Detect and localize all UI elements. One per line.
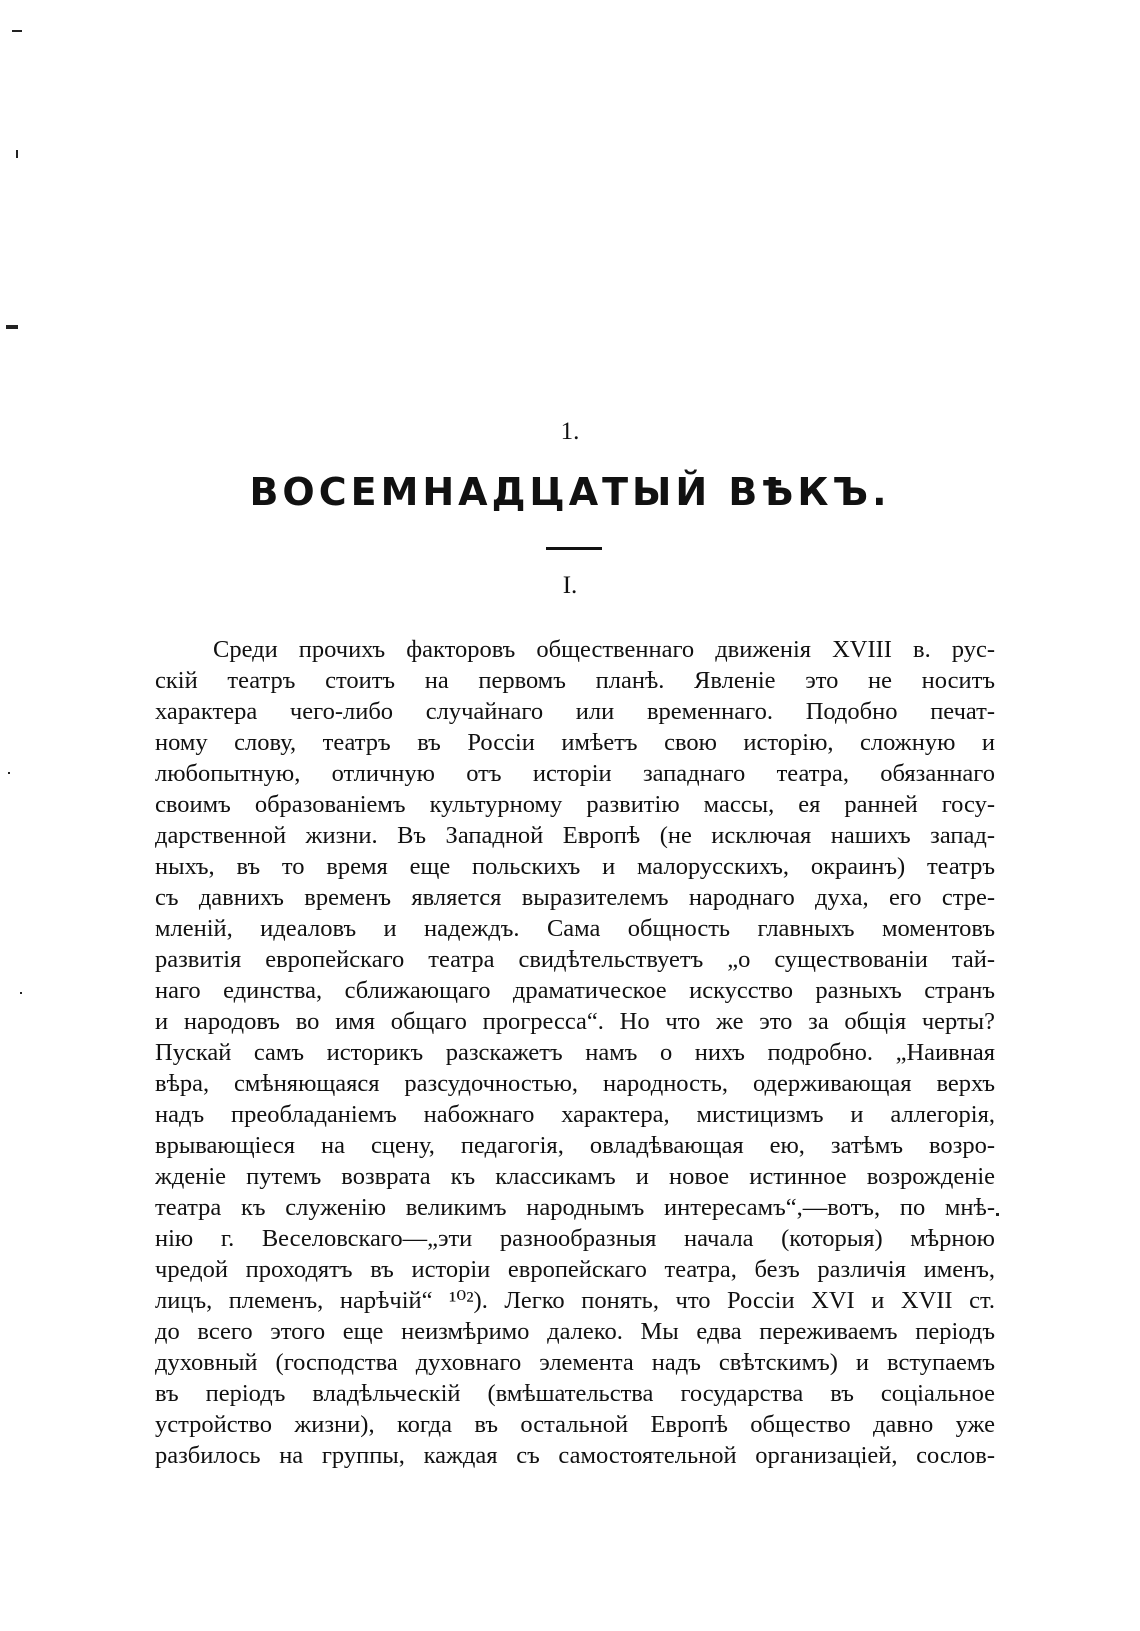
text-line: врывающіеся на сцену, педагогія, овладѣвающая ею, затѣмъ возро- [155,1132,995,1159]
text-line: чредой проходятъ въ исторіи европейскаго театра, безъ различія именъ, [155,1256,995,1283]
text-line: своимъ образованіемъ культурному развитію массы, ея ранней госу- [155,791,995,818]
chapter-number: 1. [560,418,580,445]
text-line: дарственной жизни. Въ Западной Европѣ (не исключая нашихъ запад- [155,822,995,849]
text-line: характера чего-либо случайнаго или временнаго. Подобно печат- [155,698,995,725]
text-line: и народовъ во имя общаго прогресса“. Но что же это за общія черты? [155,1008,995,1035]
text-line: любопытную, отличную отъ исторіи западнаго театра, обязаннаго [155,760,995,787]
text-line: надъ преобладаніемъ набожнаго характера, мистицизмъ и аллегорія, [155,1101,995,1128]
scan-mark-small [16,150,18,158]
text-line: до всего этого еще неизмѣримо далеко. Мы едва переживаемъ періодъ [155,1318,995,1345]
text-line: мленій, идеаловъ и надеждъ. Сама общность главныхъ моментовъ [155,915,995,942]
text-line: лицъ, племенъ, нарѣчій“ ¹⁰²). Легко понять, что Россіи XVI и XVII ст. [155,1287,995,1314]
text-line: скій театръ стоитъ на первомъ планѣ. Явленіе это не носитъ [155,667,995,694]
text-line: нію г. Веселовскаго—„эти разнообразныя начала (которыя) мѣрною [155,1225,995,1252]
text-line: развитія европейскаго театра свидѣтельствуетъ „о существованіи тай- [155,946,995,973]
text-line: духовный (господства духовнаго элемента надъ свѣтскимъ) и вступаемъ [155,1349,995,1376]
scan-mark-arrow [6,325,18,329]
scan-mark-dot [8,772,10,774]
chapter-title: ВОСЕМНАДЦАТЫЙ ВѢКЪ. [249,470,891,514]
text-line: съ давнихъ временъ является выразителемъ народнаго духа, его стре- [155,884,995,911]
text-line: наго единства, сближающаго драматическое искусство разныхъ странъ [155,977,995,1004]
text-line: въ періодъ владѣльческій (вмѣшательства государства въ соціальное [155,1380,995,1407]
text-line: Среди прочихъ факторовъ общественнаго движенія XVIII в. рус- [213,636,995,663]
body-paragraph [155,634,995,1471]
scan-mark-dot [20,992,22,994]
scan-mark-top [12,30,22,32]
scan-mark-dot [996,1213,999,1216]
text-line: ному слову, театръ въ Россіи имѣетъ свою исторію, сложную и [155,729,995,756]
text-line: Пускай самъ историкъ разскажетъ намъ о нихъ подробно. „Наивная [155,1039,995,1066]
text-line: разбилось на группы, каждая съ самостоятельной организаціей, сослов- [155,1442,995,1469]
text-line: устройство жизни), когда въ остальной Европѣ общество давно уже [155,1411,995,1438]
section-number: I. [562,572,578,599]
text-line: ныхъ, въ то время еще польскихъ и малорусскихъ, окраинъ) театръ [155,853,995,880]
text-line: жденіе путемъ возврата къ классикамъ и новое истинное возрожденіе [155,1163,995,1190]
title-rule [546,547,602,550]
text-line: театра къ служенію великимъ народнымъ интересамъ“,—вотъ, по мнѣ- [155,1194,995,1221]
text-line: вѣра, смѣняющаяся разсудочностью, народность, одерживающая верхъ [155,1070,995,1097]
